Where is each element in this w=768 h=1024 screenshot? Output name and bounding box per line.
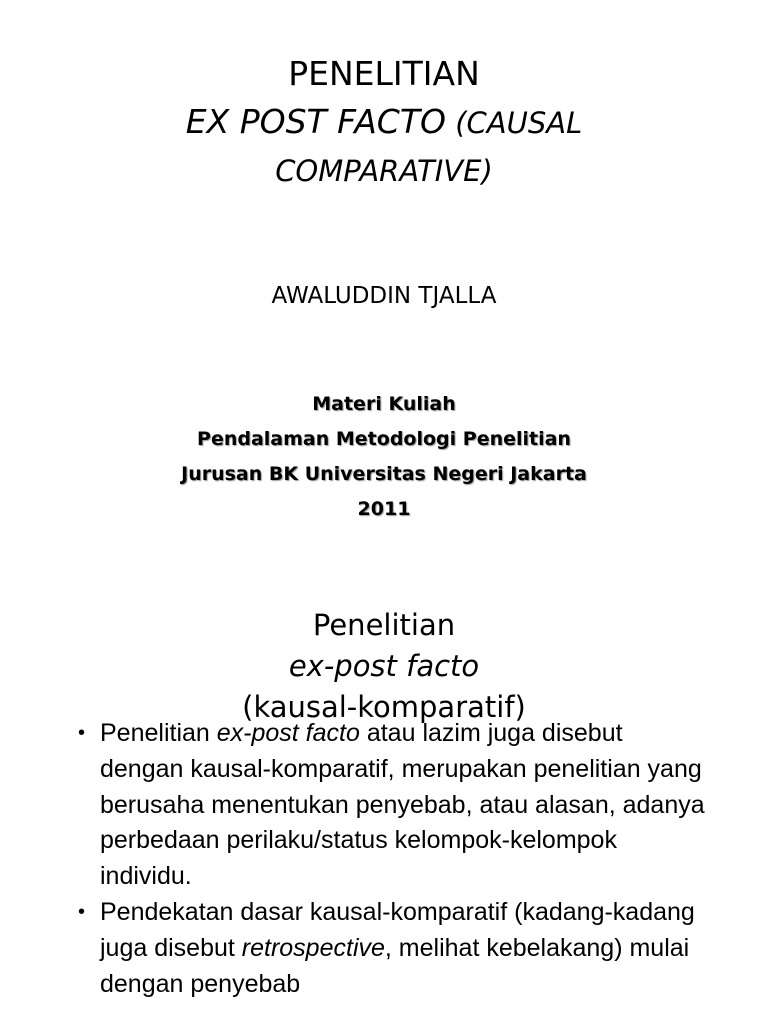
slide-2-title bbox=[0, 605, 768, 728]
bullet-1-post: atau lazim juga disebut dengan kausal-komparatif, merupakan penelitian yang berusaha menentukan penyebab, atau alasan, adanya perbedaan perilaku/status kelompok-kelompok individu. bbox=[100, 719, 705, 891]
bullet-item-1 bbox=[78, 716, 708, 895]
bullet-2-post: , melihat kebelakang) mulai dengan penyebab bbox=[100, 933, 690, 998]
course-info bbox=[0, 387, 768, 527]
slide-2-title-line-2: (kausal-komparatif) bbox=[242, 690, 526, 724]
bullet-2-pre: Pendekatan dasar kausal-komparatif (kadang-kadang juga disebut bbox=[100, 897, 695, 962]
slide-2-title-line-1 bbox=[0, 605, 768, 687]
course-year: 2011 bbox=[357, 498, 411, 520]
title-line-1: PENELITIAN bbox=[288, 54, 480, 93]
bullet-list bbox=[78, 716, 708, 1002]
author-name: AWALUDDIN TJALLA bbox=[271, 283, 497, 309]
title-italic-term: EX POST FACTO bbox=[185, 102, 446, 141]
title-line-2 bbox=[0, 98, 768, 147]
title-line-2-rest: (CAUSAL bbox=[445, 106, 583, 140]
bullet-symbol: • bbox=[78, 900, 86, 923]
bullet-item-2 bbox=[78, 895, 708, 1002]
slide-2-title-italic: ex-post facto bbox=[288, 649, 480, 683]
slide-title bbox=[0, 50, 768, 195]
bullet-1-pre: Penelitian bbox=[100, 719, 217, 747]
course-line-1: Materi Kuliah bbox=[312, 393, 456, 415]
bullet-symbol: • bbox=[78, 722, 86, 744]
course-line-3: Jurusan BK Universitas Negeri Jakarta bbox=[181, 463, 587, 485]
slide-2-title-prefix: Penelitian bbox=[312, 608, 456, 642]
bullet-2-italic: retrospective bbox=[241, 933, 385, 962]
title-line-3: COMPARATIVE) bbox=[275, 154, 493, 188]
bullet-1-italic: ex-post facto bbox=[216, 719, 360, 747]
course-line-2: Pendalaman Metodologi Penelitian bbox=[197, 428, 571, 450]
